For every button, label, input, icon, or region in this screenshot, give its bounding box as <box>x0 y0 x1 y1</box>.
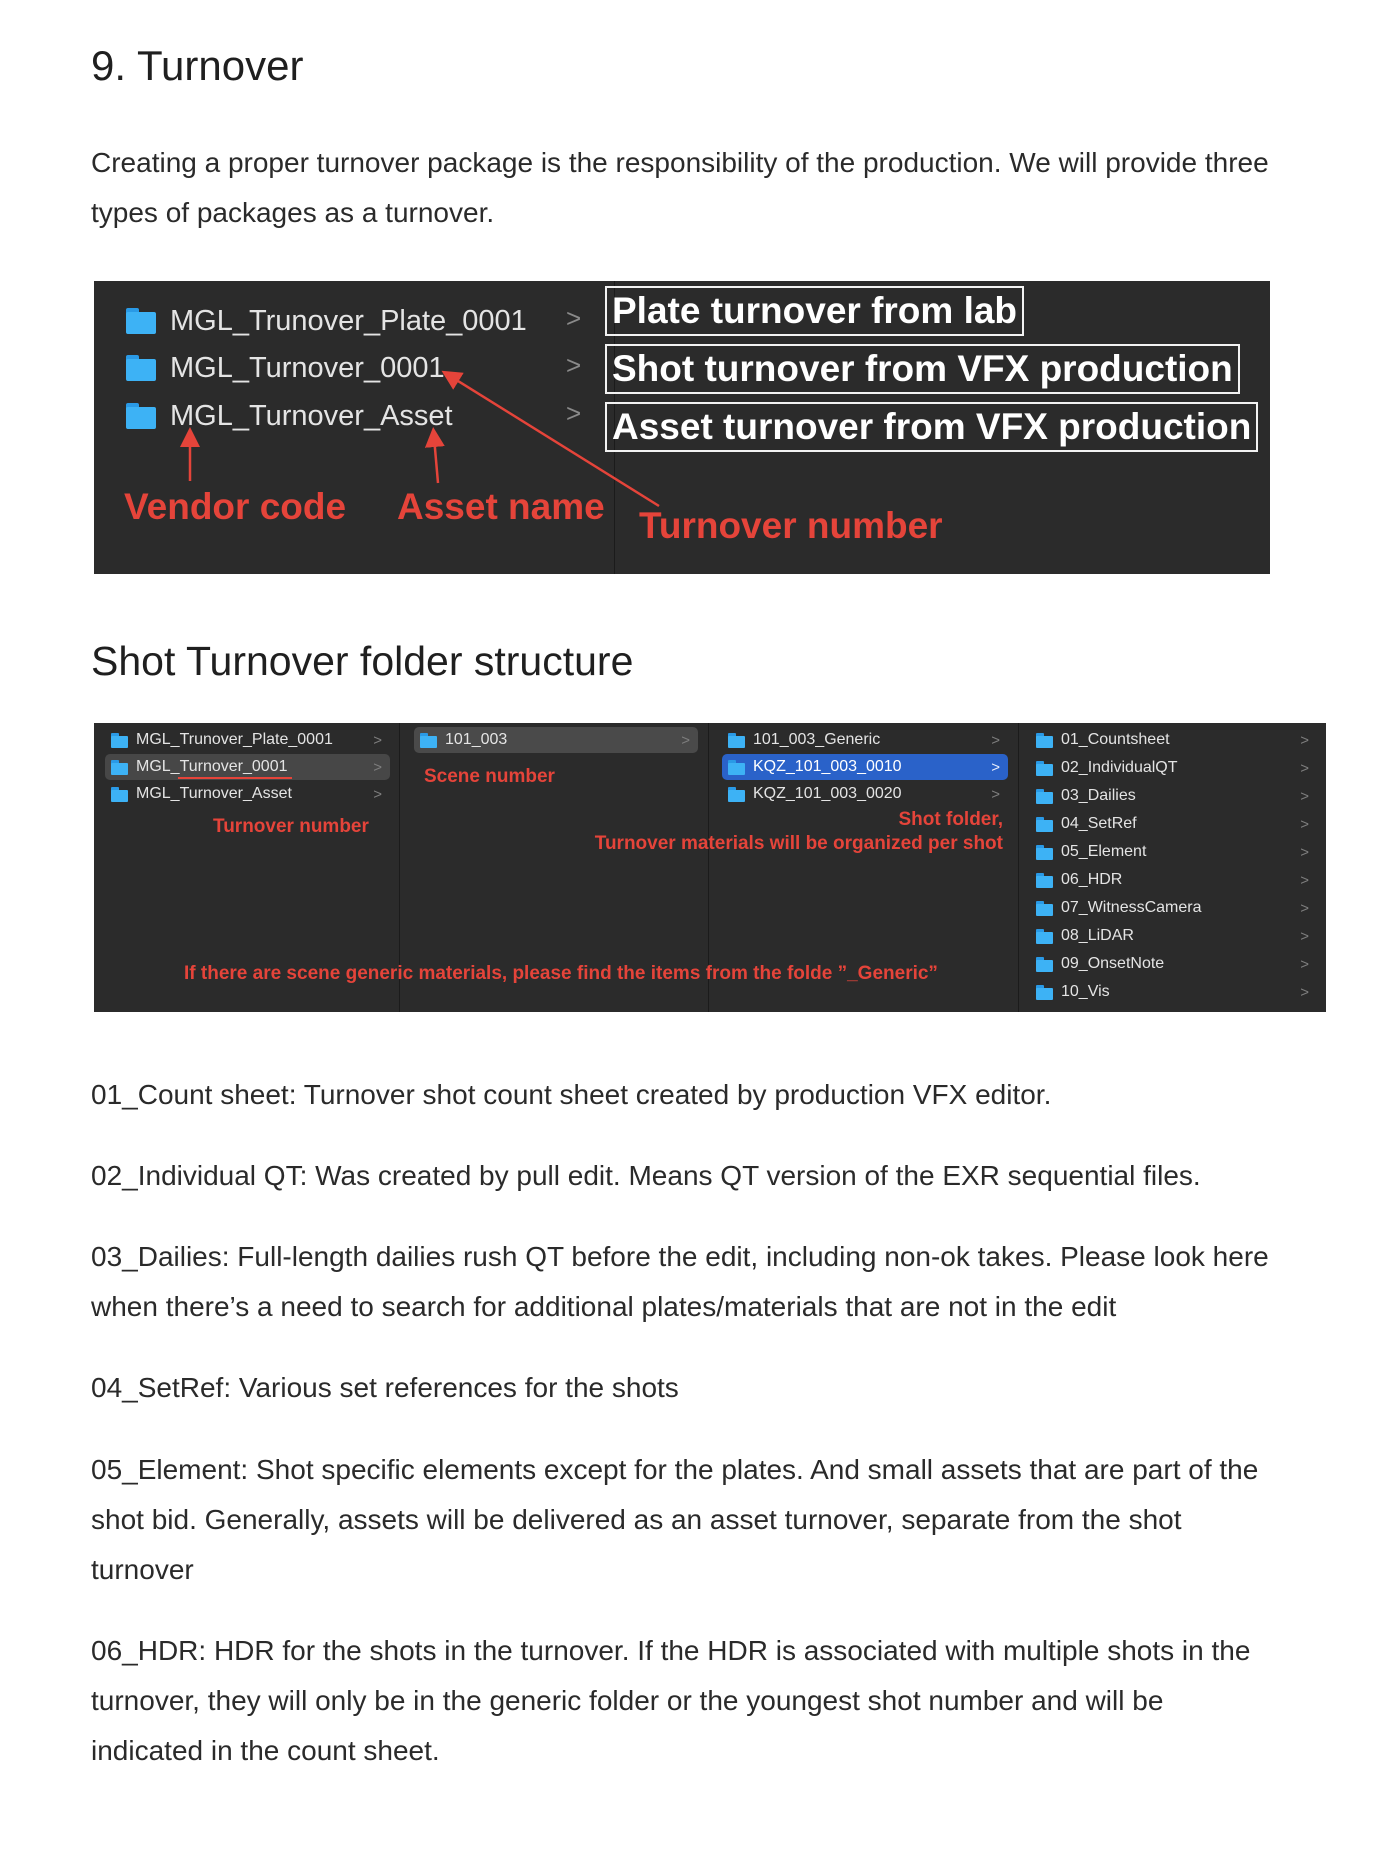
folder-name: 08_LiDAR <box>1061 927 1134 944</box>
folder-name: 05_Element <box>1061 843 1147 860</box>
turnover-number-annotation: Turnover number <box>213 816 369 837</box>
asset-name-annotation: Asset name <box>397 486 605 527</box>
description-line: when there’s a need to search for additional plates/materials that are not in the edit <box>91 1291 1117 1322</box>
chevron-right-icon: > <box>566 350 582 380</box>
chevron-right-icon: > <box>1300 787 1309 805</box>
chevron-right-icon: > <box>1300 899 1309 917</box>
chevron-right-icon: > <box>1300 731 1309 749</box>
chevron-right-icon: > <box>681 731 690 749</box>
chevron-right-icon: > <box>373 758 382 776</box>
folder-name: MGL_Turnover_0001 <box>170 351 445 384</box>
highlight-underline <box>178 777 292 779</box>
description-element <box>91 1445 1321 1595</box>
folder-icon <box>1036 873 1053 888</box>
folder-row[interactable] <box>1031 727 1317 753</box>
description-countsheet: 01_Count sheet: Turnover shot count sheet created by production VFX editor. <box>91 1079 1052 1110</box>
folder-row-selected[interactable] <box>414 727 698 753</box>
description-line: turnover, they will only be in the generic folder or the youngest shot number and will be <box>91 1685 1164 1716</box>
folder-row[interactable] <box>1031 755 1317 781</box>
chevron-right-icon: > <box>1300 759 1309 777</box>
chevron-right-icon: > <box>991 731 1000 749</box>
chevron-right-icon: > <box>373 731 382 749</box>
folder-name: 06_HDR <box>1061 871 1123 888</box>
turnover-naming-figure <box>94 281 1270 574</box>
folder-name: 101_003 <box>445 731 508 748</box>
section-heading: 9. Turnover <box>91 42 304 89</box>
folder-row[interactable] <box>105 781 390 807</box>
shot-folder-annotation-detail: Turnover materials will be organized per shot <box>594 833 1003 854</box>
chevron-right-icon: > <box>991 758 1000 776</box>
folder-row[interactable] <box>105 727 390 753</box>
folder-row[interactable] <box>1031 783 1317 809</box>
folder-icon <box>1036 733 1053 748</box>
folder-row[interactable] <box>1031 979 1317 1005</box>
folder-name: 02_IndividualQT <box>1061 759 1178 776</box>
folder-icon <box>420 733 437 748</box>
plate-turnover-label: Plate turnover from lab <box>605 286 1024 336</box>
chevron-right-icon: > <box>373 785 382 803</box>
description-line: turnover <box>91 1554 194 1585</box>
folder-row[interactable] <box>1031 951 1317 977</box>
column-divider <box>1018 723 1019 1012</box>
folder-name: MGL_Turnover_Asset <box>170 399 453 432</box>
folder-row[interactable] <box>1031 923 1317 949</box>
intro-line: types of packages as a turnover. <box>91 197 495 228</box>
generic-folder-note: If there are scene generic materials, please find the items from the folde ”_Generic” <box>184 963 938 984</box>
folder-icon <box>111 733 128 748</box>
chevron-right-icon: > <box>566 303 582 333</box>
chevron-right-icon: > <box>991 785 1000 803</box>
folder-icon <box>728 733 745 748</box>
folder-name: 101_003_Generic <box>753 731 881 748</box>
asset-name-arrow <box>434 437 438 483</box>
folder-name: 04_SetRef <box>1061 815 1137 832</box>
folder-row[interactable] <box>722 781 1008 807</box>
chevron-right-icon: > <box>1300 871 1309 889</box>
folder-name: 10_Vis <box>1061 983 1110 1000</box>
description-setref: 04_SetRef: Various set references for the shots <box>91 1372 679 1403</box>
folder-row[interactable] <box>1031 839 1317 865</box>
section-subheading: Shot Turnover folder structure <box>91 638 634 684</box>
description-individualqt: 02_Individual QT: Was created by pull edit. Means QT version of the EXR sequential files. <box>91 1160 1201 1191</box>
folder-name: MGL_Trunover_Plate_0001 <box>170 304 527 337</box>
folder-icon <box>728 787 745 802</box>
folder-name: MGL_Trunover_Plate_0001 <box>136 731 333 748</box>
vendor-code-annotation: Vendor code <box>124 486 347 527</box>
asset-turnover-label: Asset turnover from VFX production <box>605 402 1258 452</box>
shot-turnover-label: Shot turnover from VFX production <box>605 344 1240 394</box>
turnover-number-annotation: Turnover number <box>639 505 943 546</box>
scene-number-annotation: Scene number <box>424 766 555 787</box>
chevron-right-icon: > <box>566 398 582 428</box>
folder-name: KQZ_101_003_0010 <box>753 758 902 775</box>
description-line: 03_Dailies: Full-length dailies rush QT before the edit, including non-ok takes. Please look here <box>91 1241 1269 1272</box>
folder-icon <box>111 787 128 802</box>
folder-row[interactable] <box>722 727 1008 753</box>
folder-icon <box>1036 789 1053 804</box>
folder-icon <box>1036 761 1053 776</box>
folder-name: KQZ_101_003_0020 <box>753 785 902 802</box>
chevron-right-icon: > <box>1300 843 1309 861</box>
shot-folder-annotation: Shot folder, <box>898 809 1003 830</box>
folder-icon <box>1036 817 1053 832</box>
folder-name: MGL_Turnover_0001 <box>136 758 288 775</box>
folder-structure-figure <box>94 723 1326 1012</box>
folder-icon <box>1036 929 1053 944</box>
intro-line: Creating a proper turnover package is the responsibility of the production. We will provide three <box>91 147 1269 178</box>
folder-icon <box>111 760 128 775</box>
chevron-right-icon: > <box>1300 815 1309 833</box>
folder-icon <box>1036 957 1053 972</box>
folder-icon <box>1036 901 1053 916</box>
folder-icon <box>728 760 745 775</box>
description-line: 06_HDR: HDR for the shots in the turnover. If the HDR is associated with multiple shots in the <box>91 1635 1251 1666</box>
description-hdr <box>91 1626 1321 1776</box>
chevron-right-icon: > <box>1300 983 1309 1001</box>
folder-name: 03_Dailies <box>1061 787 1136 804</box>
folder-row[interactable] <box>1031 867 1317 893</box>
folder-icon <box>1036 845 1053 860</box>
folder-row-selected[interactable] <box>722 754 1008 780</box>
folder-row[interactable] <box>1031 811 1317 837</box>
folder-name: MGL_Turnover_Asset <box>136 785 292 802</box>
description-line: 05_Element: Shot specific elements except for the plates. And small assets that are part of the <box>91 1454 1259 1485</box>
folder-row[interactable] <box>1031 895 1317 921</box>
folder-name: 09_OnsetNote <box>1061 955 1165 972</box>
folder-name: 01_Countsheet <box>1061 731 1170 748</box>
description-line: indicated in the count sheet. <box>91 1735 440 1766</box>
description-dailies <box>91 1232 1321 1332</box>
chevron-right-icon: > <box>1300 955 1309 973</box>
folder-icon <box>1036 985 1053 1000</box>
folder-name: 07_WitnessCamera <box>1061 899 1202 916</box>
description-line: shot bid. Generally, assets will be delivered as an asset turnover, separate from the shot <box>91 1504 1182 1535</box>
chevron-right-icon: > <box>1300 927 1309 945</box>
intro-paragraph <box>91 138 1321 238</box>
